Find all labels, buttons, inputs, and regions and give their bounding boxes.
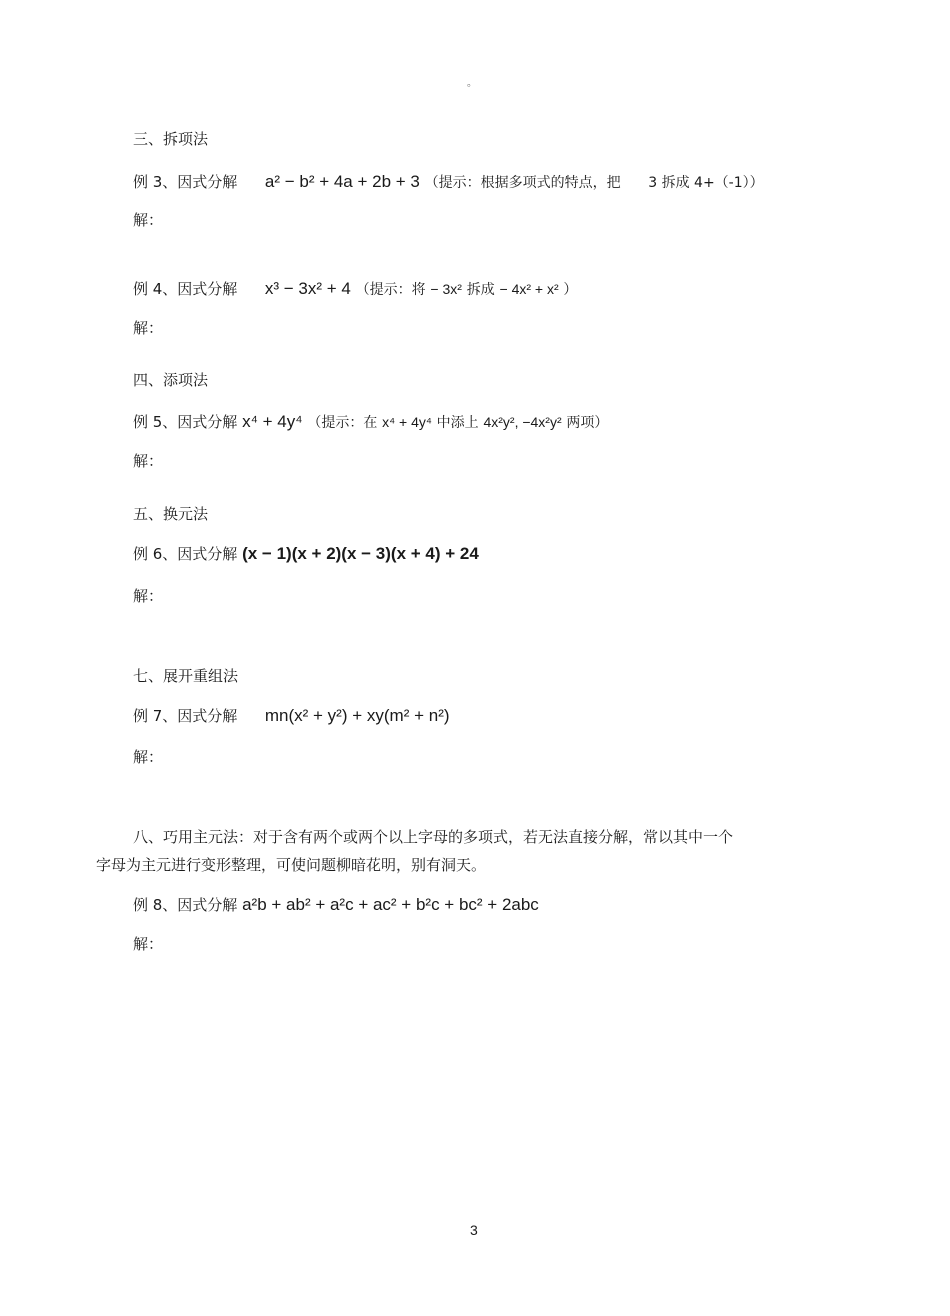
example-6-expression: (x − 1)(x + 2)(x − 3)(x + 4) + 24: [242, 544, 479, 563]
example-4-hint-middle: 拆成: [466, 282, 495, 298]
example-5-hint-end: 两项）: [566, 415, 609, 431]
example-3-label: 例 3、因式分解: [133, 173, 238, 191]
answer-8: 解：: [133, 935, 164, 953]
example-3: [133, 172, 764, 193]
example-4-hint-expression-2: − 4x² + x²: [499, 281, 559, 297]
example-8-expression: a²b + ab² + a²c + ac² + b²c + bc² + 2abc: [242, 895, 539, 914]
section-heading-substitution: 五、换元法: [133, 505, 209, 523]
example-7: [133, 706, 450, 726]
example-5-hint-expression: x⁴ + 4y⁴: [382, 414, 432, 430]
example-5-hint-expression-2: 4x²y², −4x²y²: [483, 414, 562, 430]
example-5-expression: x⁴ + 4y⁴: [242, 412, 303, 431]
header-mark: 。: [467, 78, 477, 89]
answer-3: 解：: [133, 211, 164, 229]
section-heading-split-terms: 三、拆项法: [133, 130, 209, 148]
example-5-hint: （提示：在: [307, 415, 378, 431]
example-5-label: 例 5、因式分解: [133, 413, 238, 431]
answer-6: 解：: [133, 587, 164, 605]
example-8: [133, 895, 539, 915]
example-4: [133, 279, 577, 300]
example-6: [133, 544, 479, 564]
section-heading-add-terms: 四、添项法: [133, 371, 209, 389]
example-3-hint: （提示：根据多项式的特点，把: [424, 175, 621, 191]
answer-5: 解：: [133, 452, 164, 470]
example-4-hint: （提示：将: [355, 282, 426, 298]
answer-7: 解：: [133, 748, 164, 766]
example-5: [133, 412, 608, 433]
section-heading-main-variable-continued: 字母为主元进行变形整理，可使问题柳暗花明，别有洞天。: [96, 856, 487, 874]
example-7-label: 例 7、因式分解: [133, 707, 238, 725]
example-7-expression: mn(x² + y²) + xy(m² + n²): [264, 706, 450, 725]
section-heading-main-variable: 八、巧用主元法：对于含有两个或两个以上字母的多项式，若无法直接分解，常以其中一个: [133, 828, 734, 846]
example-4-expression: x³ − 3x² + 4: [264, 279, 351, 298]
example-3-hint-tail: 3 拆成 4+（-1））: [648, 175, 764, 191]
example-6-label: 例 6、因式分解: [133, 545, 238, 563]
answer-4: 解：: [133, 319, 164, 337]
page-number: 3: [470, 1222, 478, 1238]
example-3-expression: a² − b² + 4a + 2b + 3: [264, 172, 420, 191]
example-8-label: 例 8、因式分解: [133, 896, 238, 914]
example-5-hint-middle: 中添上: [436, 415, 479, 431]
example-4-hint-end: ）: [563, 282, 578, 298]
section-heading-expand-regroup: 七、展开重组法: [133, 667, 239, 685]
example-4-hint-expression: − 3x²: [430, 281, 462, 297]
example-4-label: 例 4、因式分解: [133, 280, 238, 298]
